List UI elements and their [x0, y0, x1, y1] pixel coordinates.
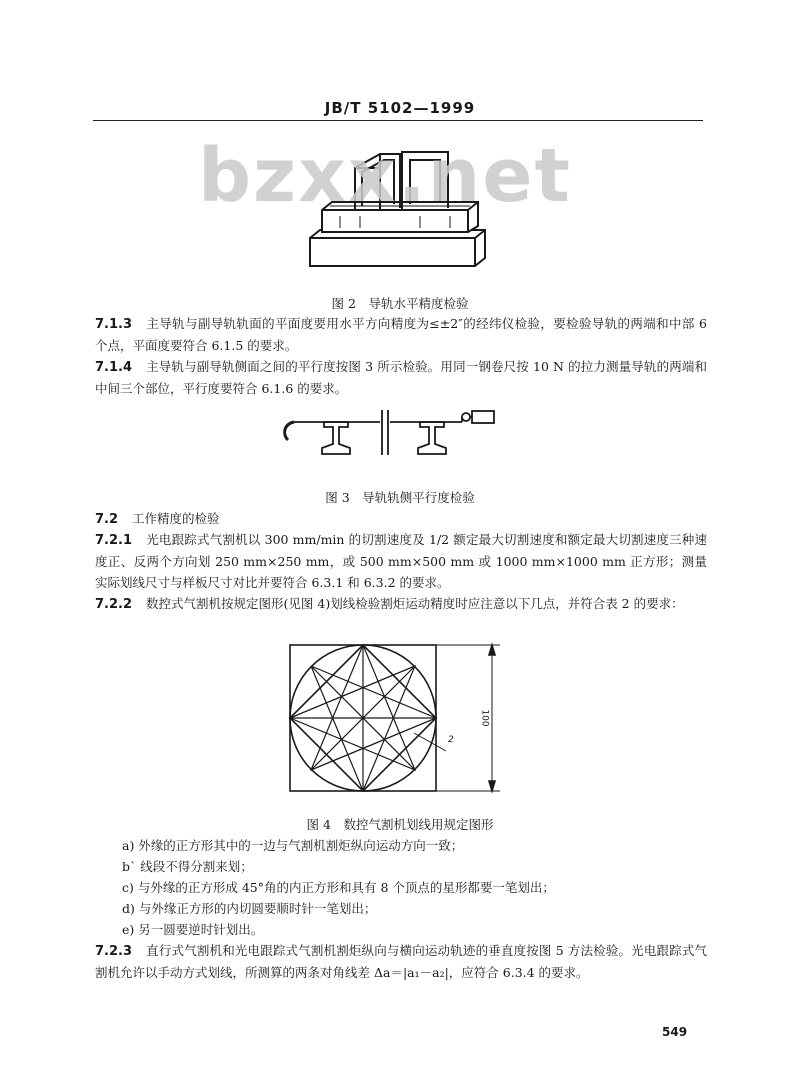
section-text: 工作精度的检验 [132, 511, 220, 526]
section-7-2-1 [95, 529, 707, 593]
figure-2-caption: 图 2 导轨水平精度检验 [331, 296, 469, 311]
section-text: 直行式气割机和光电跟踪式气割机割炬纵向与横向运动轨迹的垂直度按图 5 方法检验。光电跟踪式气割机允许以手动方式划线，所测算的两条对角线差 Δa＝|a₁－a₂|，应符合 6.3.4 的要求。 [95, 943, 707, 980]
figure-4-drawing [282, 635, 512, 795]
figure-3-drawing [280, 400, 500, 465]
section-text: 数控式气割机按规定图形(见图 4)划线检验割炬运动精度时应注意以下几点，并符合表 2 的要求： [146, 596, 684, 611]
section-7-2-3 [95, 940, 707, 983]
section-text: 主导轨与副导轨轨面的平面度要用水平方向精度为≤±2″的经纬仪检验，要检验导轨的两端和中部 6 个点，平面度要符合 6.1.5 的要求。 [95, 316, 707, 353]
header-rule [93, 120, 703, 121]
list-item: d) 与外缘正方形的内切圆要顺时针一笔划出； [122, 901, 377, 916]
section-7-2 [95, 508, 707, 530]
section-number: 7.1.3 [95, 317, 133, 332]
list-item: e) 另一圆要逆时针划出。 [122, 922, 264, 937]
list-item: b` 线段不得分割来划； [122, 859, 253, 874]
list-item: c) 与外缘的正方形成 45°角的内正方形和具有 8 个顶点的星形都要一笔划出； [122, 880, 555, 895]
section-7-2-2 [95, 593, 707, 615]
section-number: 7.2.3 [95, 944, 133, 959]
section-7-1-4 [95, 356, 707, 399]
dimension-label: 100 [479, 709, 490, 727]
section-number: 7.2.2 [95, 597, 133, 612]
section-text: 主导轨与副导轨侧面之间的平行度按图 3 所示检验。用同一钢卷尺按 10 N 的拉力测量导轨的两端和中间三个部位，平行度要符合 6.1.6 的要求。 [95, 359, 707, 396]
section-number: 7.2.1 [95, 533, 133, 548]
leader-label: 2 [448, 735, 454, 745]
list-item: a) 外缘的正方形其中的一边与气割机割炬纵向运动方向一致； [122, 838, 464, 853]
figure-3-caption: 图 3 导轨轨侧平行度检验 [325, 490, 475, 505]
section-number: 7.2 [95, 512, 119, 527]
page-header: JB/T 5102—1999 [324, 99, 476, 117]
section-text: 光电跟踪式气割机以 300 mm/min 的切割速度及 1/2 额定最大切割速度和额定最大切割速度三种速度正、反两个方向划 250 mm×250 mm，或 500 mm×500 mm 或 1000 mm×1000 mm 正方形；测量实际划线尺寸与样板尺寸对比并要符合 6.3.1 和 6.3.2 的要求。 [95, 532, 707, 590]
section-7-1-3 [95, 313, 707, 356]
figure-4-caption: 图 4 数控气割机划线用规定图形 [306, 817, 494, 832]
page-number: 549 [662, 1025, 688, 1039]
section-number: 7.1.4 [95, 360, 133, 375]
watermark: bzxx.net [198, 133, 572, 219]
